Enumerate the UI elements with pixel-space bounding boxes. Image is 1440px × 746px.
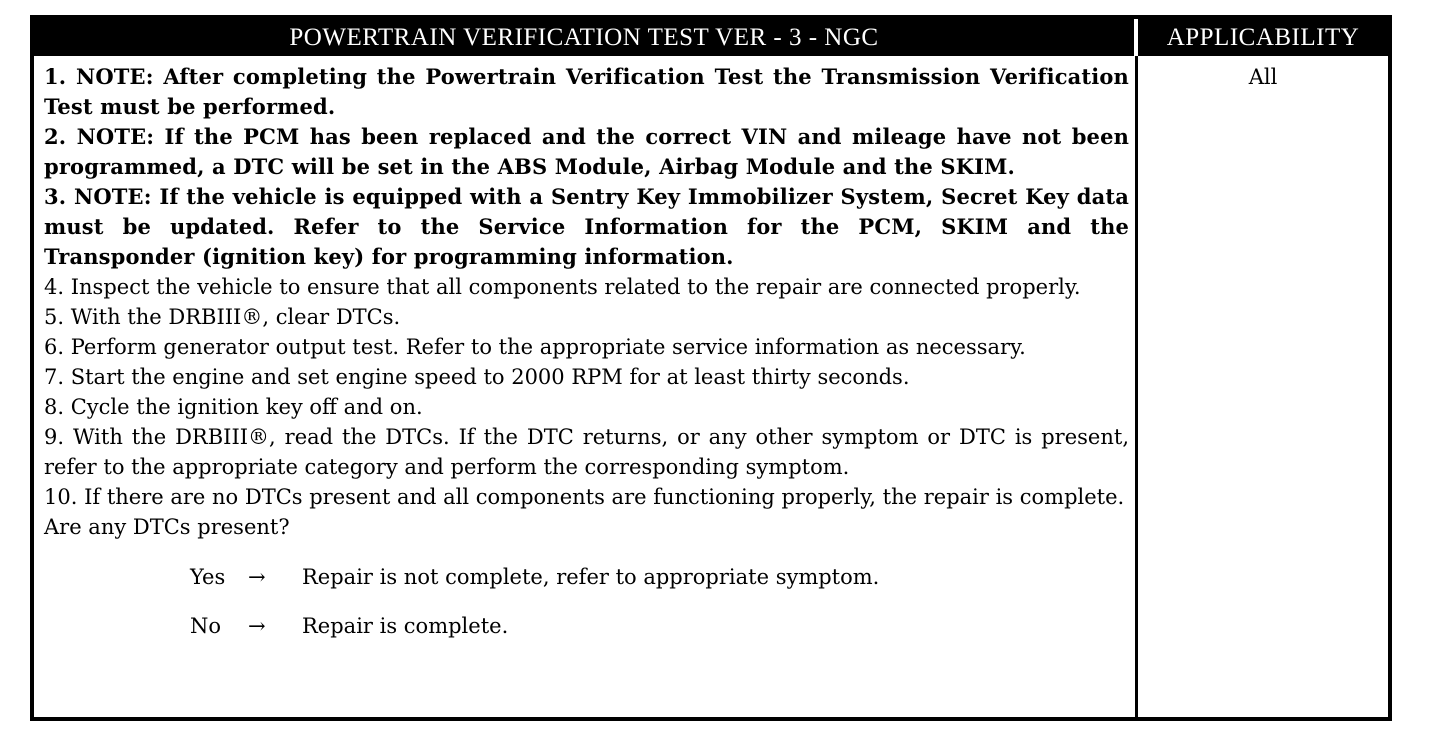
applicability-label: APPLICABILITY: [1166, 23, 1360, 51]
step-5: [44, 302, 1129, 332]
step-number: 4 .: [44, 275, 71, 299]
step-number: 7 .: [44, 365, 71, 389]
step-number: 6 .: [44, 335, 71, 359]
step-7: [44, 362, 1129, 392]
applicability-cell: [1138, 56, 1388, 717]
procedure-steps: [44, 62, 1129, 512]
answer-result: Repair is not complete, refer to appropriate symptom.: [302, 565, 880, 589]
step-3: [44, 182, 1129, 272]
answer-yes: [190, 562, 1129, 592]
step-text: NOTE: If the PCM has been replaced and the correct VIN and mileage have not been programmed, a DTC will be set in the ABS Module, Airbag Module and the SKIM.: [44, 124, 1129, 179]
step-10: [44, 482, 1129, 512]
test-title: POWERTRAIN VERIFICATION TEST VER - 3 - NGC: [289, 23, 879, 51]
step-text: With the DRBIII®, clear DTCs.: [70, 305, 401, 329]
step-6: [44, 332, 1129, 362]
step-8: [44, 392, 1129, 422]
step-2: [44, 122, 1129, 182]
step-number: 5 .: [44, 305, 71, 329]
answer-no: [190, 611, 1129, 641]
step-text: NOTE: If the vehicle is equipped with a Sentry Key Immobilizer System, Secret Key data must be updated. Refer to the Service Information for the PCM, SKIM and the Transponder (ignition key) for programming information.: [44, 184, 1129, 269]
applicability-header: [1138, 19, 1388, 56]
step-text: If there are no DTCs present and all components are functioning properly, the repair is complete.: [84, 485, 1125, 509]
step-9: [44, 422, 1129, 482]
step-number: 8 .: [44, 395, 71, 419]
step-number: 1 .: [44, 64, 76, 89]
step-4: [44, 272, 1129, 302]
decision-answers: [190, 562, 1129, 641]
right-arrow-icon: →: [248, 614, 266, 638]
right-arrow-icon: →: [248, 565, 266, 589]
step-text: Perform generator output test. Refer to the appropriate service information as necessary.: [70, 335, 1026, 359]
test-title-header: [34, 19, 1138, 56]
procedure-cell: [34, 56, 1138, 717]
step-text: Cycle the ignition key off and on.: [70, 395, 423, 419]
step-text: NOTE: After completing the Powertrain Verification Test the Transmission Verification Test must be performed.: [44, 64, 1129, 119]
answer-key: No: [190, 614, 222, 638]
step-number: 3 .: [44, 184, 74, 209]
step-text: Inspect the vehicle to ensure that all components related to the repair are connected properly.: [70, 275, 1081, 299]
step-number: 9 .: [44, 425, 73, 449]
decision-question: Are any DTCs present?: [44, 515, 290, 539]
verification-test-table: [30, 15, 1392, 721]
step-text: Start the engine and set engine speed to 2000 RPM for at least thirty seconds.: [70, 365, 910, 389]
answer-key: Yes: [190, 565, 226, 589]
answer-result: Repair is complete.: [302, 614, 509, 638]
step-number: 2 .: [44, 124, 77, 149]
step-text: With the DRBIII®, read the DTCs. If the DTC returns, or any other symptom or DTC is present, refer to the appropriate category and perform the corresponding symptom.: [44, 425, 1129, 479]
step-number: 10 .: [44, 485, 84, 509]
step-1: [44, 62, 1129, 122]
applicability-value: All: [1248, 65, 1278, 89]
